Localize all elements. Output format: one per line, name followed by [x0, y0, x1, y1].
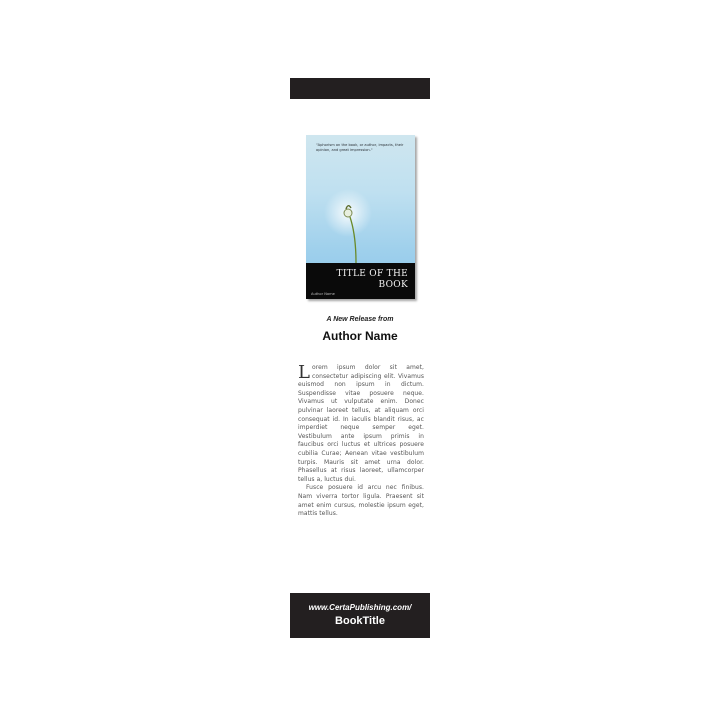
cover-title-line2: BOOK	[378, 280, 408, 290]
release-label: A New Release from	[326, 316, 394, 323]
website-url[interactable]: www.CertaPublishing.com/	[308, 603, 412, 612]
cover-title	[318, 269, 408, 291]
book-cover	[306, 135, 415, 299]
description-text	[298, 364, 424, 519]
website-url-path[interactable]: BookTitle	[335, 615, 385, 627]
bookmark	[290, 78, 430, 638]
paragraph-2: Fusce posuere id arcu nec finibus. Nam viverra tortor ligula. Praesent sit amet enim cursus, molestie ipsum eget, mattis tellus.	[298, 484, 424, 518]
cover-title-band	[306, 263, 415, 299]
footer-band	[290, 593, 430, 638]
cover-author: Author Name	[311, 292, 335, 296]
paragraph-1-text: orem ipsum dolor sit amet, consectetur adipiscing elit. Vivamus euismod non ipsum in dictum. Suspendisse vitae posuere neque. Vivamus ut vulputate enim. Donec pulvinar laoreet tellus, at aliquam orci consequat id. In iaculis blandit risus, ac imperdiet neque semper eget. Vestibulum ante ipsum primis in faucibus orci luctus et ultrices posuere cubilia Curae; Aenean vitae vestibulum turpis. Mauris sit amet urna dolor. Phasellus at risus laoreet, ullamcorper tellus a, luctus dui.	[298, 364, 424, 483]
top-band	[290, 78, 430, 99]
drop-cap: L	[298, 362, 311, 383]
paragraph-1	[298, 364, 424, 484]
cover-quote: "Aphorism on the book, or author, impacts, their opinion, and great impression."	[316, 143, 404, 152]
cover-title-line1: TITLE OF THE	[336, 269, 408, 279]
author-name: Author Name	[322, 329, 398, 343]
